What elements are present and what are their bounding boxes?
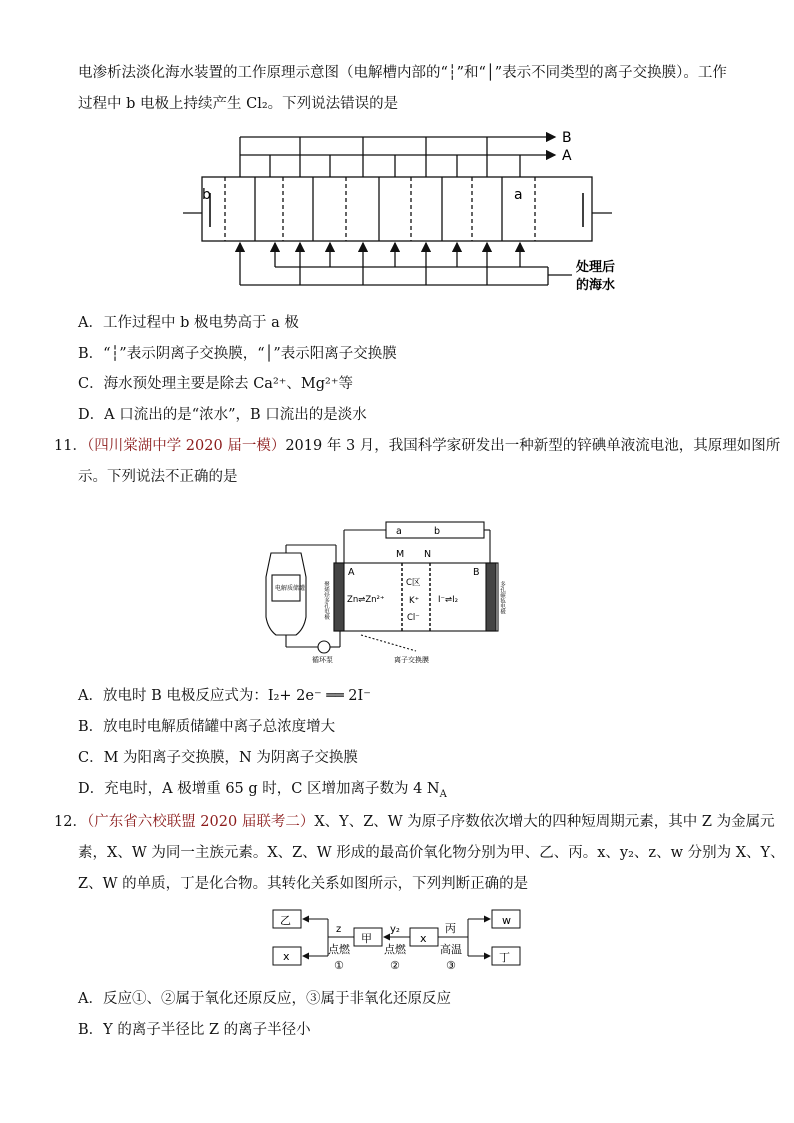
q11-option-c: C．M 为阳离子交换膜，N 为阴离子交换膜 — [78, 750, 358, 766]
q11-stem-rest: 2019 年 3 月，我国科学家研发出一种新型的锌碘单液流电池，其原理如图所 — [285, 438, 781, 454]
label-c-zone: C区 — [406, 578, 421, 588]
reagent-y2: y₂ — [390, 924, 400, 935]
node-ding: 丁 — [499, 951, 510, 964]
label-right-electrode: 多孔碳毡电极 — [499, 581, 505, 614]
electrode-b-label: b — [202, 187, 211, 203]
label-b: b — [434, 526, 441, 537]
outlet-a-label: A — [562, 148, 572, 164]
conversion-diagram — [268, 905, 528, 977]
q12-option-a: A．反应①、②属于氧化还原反应，③属于非氧化还原反应 — [78, 991, 451, 1007]
label-zn: Zn⇌Zn²⁺ — [347, 595, 385, 605]
label-m: M — [396, 549, 405, 560]
q12-stem-line1 — [54, 812, 775, 832]
node-x-left: x — [283, 950, 290, 963]
cond-dianran-2: 点燃 — [384, 943, 406, 956]
electrodialysis-diagram — [180, 125, 640, 300]
q11-stem-line1 — [54, 436, 780, 456]
inlet-label-2: 的海水 — [576, 278, 616, 293]
q11-option-d-text: D．充电时，A 极增重 65 g 时，C 区增加离子数为 4 N — [78, 781, 440, 797]
label-n: N — [424, 549, 432, 560]
circle-1: ① — [334, 959, 344, 972]
q12-stem-line3: Z、W 的单质，丁是化合物。其转化关系如图所示，下列判断正确的是 — [78, 876, 529, 892]
q11-option-d — [78, 779, 447, 805]
q10-option-a: A．工作过程中 b 极电势高于 a 极 — [78, 315, 299, 331]
inlet-label-1: 处理后 — [576, 260, 616, 275]
q12-number: 12． — [54, 814, 87, 830]
node-yi: 乙 — [280, 914, 291, 927]
label-electrode-b: B — [473, 567, 480, 578]
node-x-mid: x — [420, 932, 427, 945]
cond-dianran-1: 点燃 — [328, 943, 350, 956]
circle-2: ② — [390, 959, 400, 972]
label-pump: 循环泵 — [312, 656, 333, 664]
label-electrode-a: A — [348, 567, 355, 578]
q11-option-d-sub: A — [439, 788, 447, 800]
q10-stem-line1: 电渗析法淡化海水装置的工作原理示意图（电解槽内部的“┆”和“│”表示不同类型的离子交换膜）。工作 — [78, 65, 727, 81]
cond-gaowen: 高温 — [440, 943, 462, 956]
label-left-electrode: 聚烯烃多孔电极 — [323, 581, 329, 620]
reagent-bing: 丙 — [445, 922, 456, 935]
q12-stem-line2: 素，X、W 为同一主族元素。X、Z、W 形成的最高价氧化物分别为甲、乙、丙。x、y₂、z、w 分别为 X、Y、 — [78, 845, 785, 861]
q11-option-a: A．放电时 B 电极反应式为：I₂+ 2e⁻ ══ 2I⁻ — [78, 688, 371, 704]
q12-stem-rest: X、Y、Z、W 为原子序数依次增大的四种短周期元素，其中 Z 为金属元 — [314, 814, 775, 830]
q10-option-d: D．A 口流出的是“浓水”，B 口流出的是淡水 — [78, 407, 367, 423]
node-w: w — [502, 914, 511, 927]
label-a: a — [396, 526, 402, 537]
q11-number: 11． — [54, 438, 87, 454]
q11-stem-line2: 示。下列说法不正确的是 — [78, 469, 238, 485]
electrode-a-label: a — [514, 187, 523, 203]
reagent-z: z — [336, 924, 342, 935]
label-tank: 电解质储罐 — [275, 585, 306, 592]
label-cl: Cl⁻ — [407, 613, 420, 623]
label-k: K⁺ — [409, 596, 420, 606]
q12-option-b: B．Y 的离子半径比 Z 的离子半径小 — [78, 1022, 311, 1038]
q10-stem-line2: 过程中 b 电极上持续产生 Cl₂。下列说法错误的是 — [78, 96, 399, 112]
q12-source: （广东省六校联盟 2020 届联考二） — [86, 814, 315, 830]
circle-3: ③ — [446, 959, 456, 972]
q11-option-b: B．放电时电解质储罐中离子总浓度增大 — [78, 719, 336, 735]
zinc-iodine-battery-diagram — [256, 517, 516, 667]
q10-option-c: C．海水预处理主要是除去 Ca²⁺、Mg²⁺等 — [78, 376, 354, 392]
node-jia: 甲 — [361, 932, 372, 945]
label-membrane: 离子交换膜 — [394, 656, 429, 664]
outlet-b-label: B — [562, 130, 572, 146]
label-iodine: I⁻⇌I₂ — [438, 595, 459, 605]
q11-source: （四川棠湖中学 2020 届一模） — [86, 438, 286, 454]
q10-option-b: B．“┆”表示阴离子交换膜，“│”表示阳离子交换膜 — [78, 346, 397, 362]
